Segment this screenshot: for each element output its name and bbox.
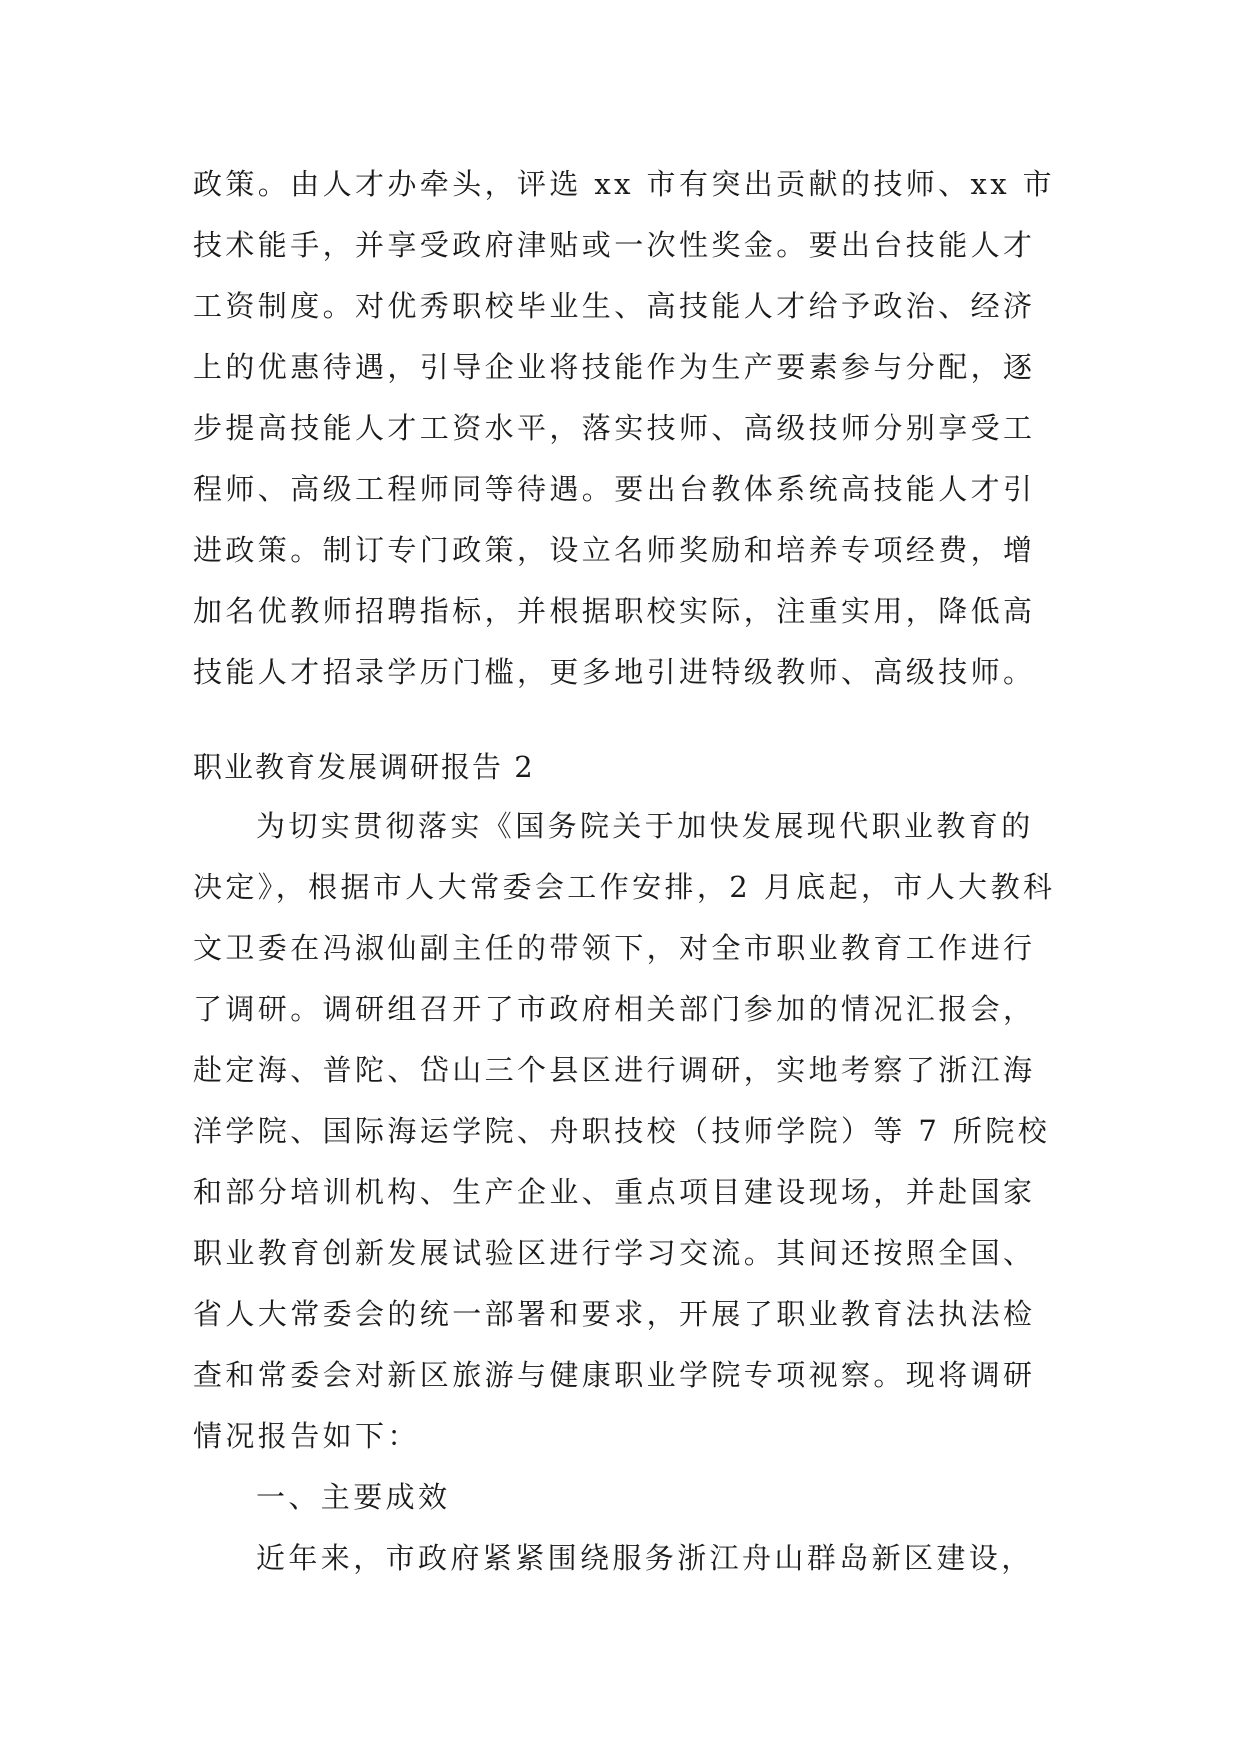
text-line: 技术能手，并享受政府津贴或一次性奖金。要出台技能人才 [193,228,1036,262]
text-line: 查和常委会对新区旅游与健康职业学院专项视察。现将调研 [193,1358,1036,1392]
text-line: 程师、高级工程师同等待遇。要出台教体系统高技能人才引 [193,472,1036,506]
text-line: 政策。由人才办牵头，评选 xx 市有突出贡献的技师、xx 市 [193,167,1056,201]
text-line: 进政策。制订专门政策，设立名师奖励和培养专项经费，增 [193,533,1036,567]
text-line: 洋学院、国际海运学院、舟职技校（技师学院）等 7 所院校 [193,1114,1051,1148]
text-line: 了调研。调研组召开了市政府相关部门参加的情况汇报会， [193,992,1036,1026]
text-line: 省人大常委会的统一部署和要求，开展了职业教育法执法检 [193,1297,1036,1331]
text-line: 决定》，根据市人大常委会工作安排，2 月底起，市人大教科 [193,870,1056,904]
text-line: 工资制度。对优秀职校毕业生、高技能人才给予政治、经济 [193,289,1036,323]
paragraph-first-line: 近年来，市政府紧紧围绕服务浙江舟山群岛新区建设， [256,1541,1034,1575]
text-line: 赴定海、普陀、岱山三个县区进行调研，实地考察了浙江海 [193,1053,1036,1087]
text-line: 情况报告如下： [193,1419,420,1453]
text-line: 上的优惠待遇，引导企业将技能作为生产要素参与分配，逐 [193,350,1036,384]
text-line: 加名优教师招聘指标，并根据职校实际，注重实用，降低高 [193,594,1036,628]
text-line: 文卫委在冯淑仙副主任的带领下，对全市职业教育工作进行 [193,931,1036,965]
text-line: 职业教育创新发展试验区进行学习交流。其间还按照全国、 [193,1236,1036,1270]
text-line: 步提高技能人才工资水平，落实技师、高级技师分别享受工 [193,411,1036,445]
section-heading: 一、主要成效 [256,1480,451,1514]
text-line: 技能人才招录学历门槛，更多地引进特级教师、高级技师。 [193,655,1036,689]
text-line: 和部分培训机构、生产企业、重点项目建设现场，并赴国家 [193,1175,1036,1209]
section-title: 职业教育发展调研报告 2 [193,750,535,784]
paragraph-first-line: 为切实贯彻落实《国务院关于加快发展现代职业教育的 [256,809,1034,843]
